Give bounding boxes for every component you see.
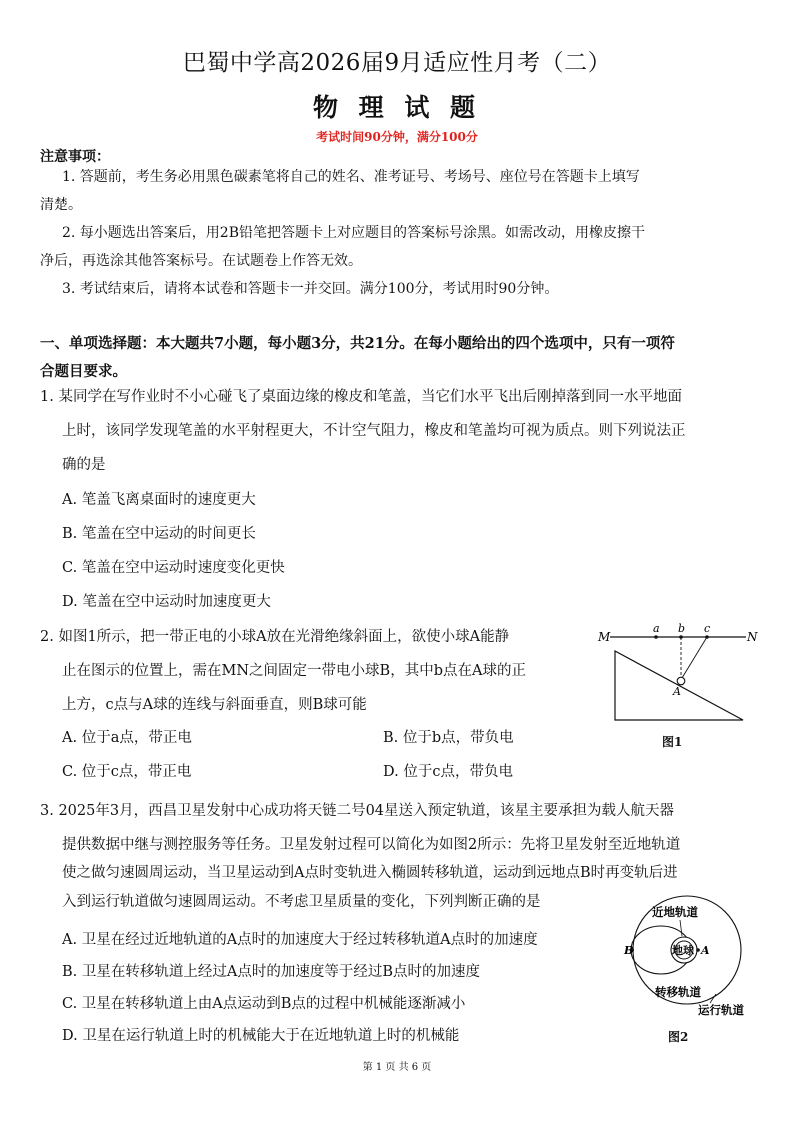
- q1-stem-line2: 上时，该同学发现笔盖的水平射程更大，不计空气阻力，橡皮和笔盖均可视为质点。则下列说法正: [62, 423, 686, 439]
- q3-option-c: C. 卫星在转移轨道上由A点运动到B点的过程中机械能逐渐减小: [62, 996, 466, 1012]
- q3-stem-line3: 使之做匀速圆周运动，当卫星运动到A点时变轨进入椭圆转移轨道，运动到远地点B时再变轨后进: [62, 865, 678, 881]
- q1-option-d: D. 笔盖在空中运动时加速度更大: [62, 594, 271, 610]
- point-a-fig2: [696, 948, 700, 952]
- q2-option-b: B. 位于b点，带负电: [383, 730, 514, 746]
- q1-stem-line3: 确的是: [62, 457, 106, 473]
- label-n: N: [747, 630, 758, 644]
- notice-item-2-line2: 净后，再选涂其他答案标号。在试题卷上作答无效。: [40, 253, 362, 269]
- exam-subject: 物 理 试 题: [312, 93, 482, 122]
- q3-option-d: D. 卫星在运行轨道上时的机械能大于在近地轨道上时的机械能: [62, 1028, 460, 1044]
- label-c-point: c: [704, 622, 711, 635]
- notice-item-1-line2: 清楚。: [40, 197, 82, 213]
- ball-a: [677, 677, 685, 685]
- q1-option-b: B. 笔盖在空中运动的时间更长: [62, 526, 256, 542]
- label-near-orbit: 近地轨道: [652, 905, 698, 919]
- section-heading-line1: 一、单项选择题：本大题共7小题，每小题3分，共21分。在每小题给出的四个选项中，只有一项符: [40, 335, 675, 352]
- label-b-fig2: B: [624, 944, 634, 957]
- notice-item-2-line1: 2. 每小题选出答案后，用2B铅笔把答题卡上对应题目的答案标号涂黑。如需改动，用橡皮擦干: [62, 225, 646, 241]
- exam-time-info: 考试时间90分钟，满分100分: [316, 130, 478, 144]
- q2-option-c: C. 位于c点，带正电: [62, 764, 192, 780]
- section-heading-line2: 合题目要求。: [40, 363, 127, 380]
- q1-stem-line1: 1. 某同学在写作业时不小心碰飞了桌面边缘的橡皮和笔盖，当它们水平飞出后刚掉落到同一水平地面: [40, 389, 682, 405]
- q3-stem-line1: 3. 2025年3月，西昌卫星发射中心成功将天链二号04星送入预定轨道，该星主要承担为载人航天器: [40, 803, 675, 819]
- label-ball-a: A: [673, 685, 681, 698]
- label-b-point: b: [678, 622, 686, 635]
- q2-option-d: D. 位于c点，带负电: [383, 764, 513, 780]
- q3-option-b: B. 卫星在转移轨道上经过A点时的加速度等于经过B点时的加速度: [62, 964, 480, 980]
- figure-2-orbits: [612, 890, 762, 1025]
- q2-stem-line3: 上方，c点与A球的连线与斜面垂直，则B球可能: [62, 697, 367, 713]
- figure-2-caption: 图2: [668, 1030, 689, 1044]
- figure-1-caption: 图1: [662, 735, 683, 749]
- label-transfer-orbit: 转移轨道: [655, 985, 701, 999]
- exam-title: 巴蜀中学高2026届9月适应性月考（二）: [182, 50, 612, 76]
- q3-stem-line2: 提供数据中继与测控服务等任务。卫星发射过程可以简化为如图2所示：先将卫星发射至近地轨道: [62, 837, 681, 853]
- perpendicular-line: [682, 637, 707, 678]
- notice-heading: 注意事项：: [40, 149, 110, 165]
- q2-stem-line1: 2. 如图1所示，把一带正电的小球A放在光滑绝缘斜面上，欲使小球A能静: [40, 629, 510, 645]
- label-a-point: a: [653, 622, 660, 635]
- q3-option-a: A. 卫星在经过近地轨道的A点时的加速度大于经过转移轨道A点时的加速度: [62, 932, 538, 948]
- q1-option-a: A. 笔盖飞离桌面时的速度更大: [62, 492, 256, 508]
- label-run-orbit: 运行轨道: [698, 1003, 744, 1017]
- q1-option-c: C. 笔盖在空中运动时速度变化更快: [62, 560, 285, 576]
- page-footer: 第 1 页 共 6 页: [362, 1062, 432, 1073]
- notice-item-3-line1: 3. 考试结束后，请将本试卷和答题卡一并交回。满分100分，考试用时90分钟。: [62, 281, 559, 297]
- point-a: [654, 635, 658, 639]
- label-a-fig2: A: [701, 944, 710, 957]
- section-heading: [40, 330, 755, 386]
- near-orbit-leader: [680, 920, 682, 936]
- notice-item-1-line1: 1. 答题前，考生务必用黑色碳素笔将自己的姓名、准考证号、考场号、座位号在答题卡上填写: [62, 169, 640, 185]
- q2-stem-line2: 止在图示的位置上，需在MN之间固定一带电小球B，其中b点在A球的正: [62, 663, 526, 679]
- q3-stem-line4: 入到运行轨道做匀速圆周运动。不考虑卫星质量的变化，下列判断正确的是: [62, 894, 541, 910]
- q2-option-a: A. 位于a点，带正电: [62, 730, 192, 746]
- label-m: M: [598, 630, 611, 644]
- label-earth: 地球: [672, 944, 694, 957]
